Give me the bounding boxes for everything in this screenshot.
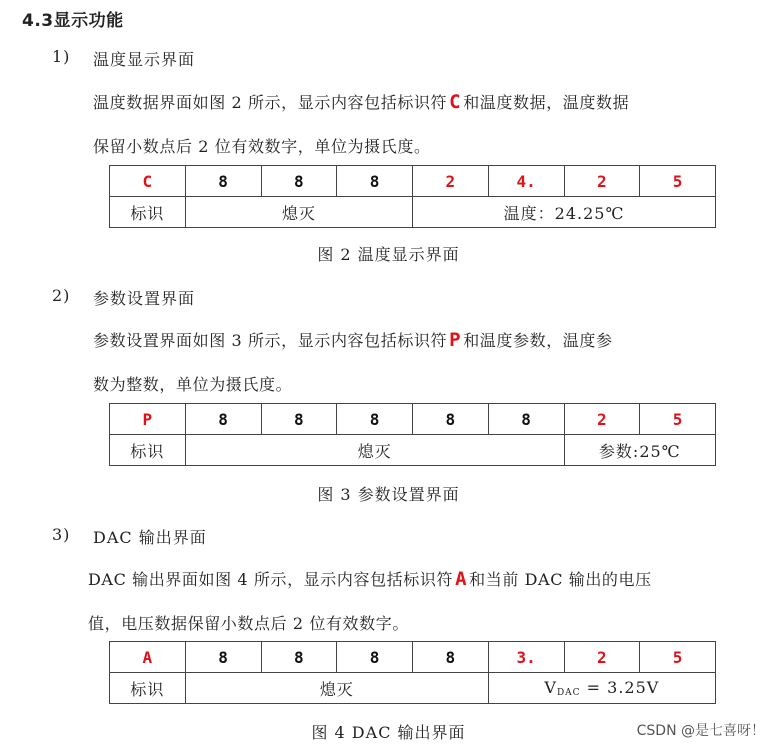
digit-5: 2 — [413, 166, 489, 197]
segment-row — [110, 166, 716, 197]
digit-4: 8 — [337, 166, 413, 197]
figure-caption-3: 图 3 参数设置界面 — [317, 485, 460, 504]
digit-5: 8 — [413, 642, 489, 673]
digit-2: 8 — [185, 166, 261, 197]
subsection-title-3: DAC 输出界面 — [93, 528, 207, 547]
digit-7: 2 — [564, 404, 640, 435]
subsection-title-1: 温度显示界面 — [93, 50, 196, 69]
item-number-3: 3) — [52, 525, 71, 544]
paragraph-2-line-1: 参数设置界面如图 3 所示，显示内容包括标识符 P 和温度参数，温度参 — [93, 329, 613, 351]
paragraph-2 — [93, 318, 743, 407]
digit-2: 8 — [185, 642, 261, 673]
label-value: 温度：24.25℃ — [413, 197, 716, 228]
paragraph-1-line-2: 保留小数点后 2 位有效数字，单位为摄氏度。 — [93, 137, 431, 156]
symbol-c: C — [449, 91, 462, 113]
digit-8: 5 — [640, 166, 716, 197]
digit-4: 8 — [337, 404, 413, 435]
figure-caption-2: 图 2 温度显示界面 — [317, 245, 460, 264]
symbol-p: P — [449, 329, 462, 351]
label-off: 熄灭 — [185, 197, 412, 228]
digit-7: 2 — [564, 166, 640, 197]
figure-caption-4: 图 4 DAC 输出界面 — [311, 723, 466, 742]
label-row — [110, 673, 716, 704]
paragraph-3-line-1: DAC 输出界面如图 4 所示，显示内容包括标识符 A 和当前 DAC 输出的电压 — [88, 568, 652, 590]
digit-7: 2 — [564, 642, 640, 673]
display-table-parameter — [109, 403, 716, 466]
label-value: VDAC = 3.25V — [488, 673, 715, 704]
digit-6: 8 — [488, 404, 564, 435]
section-heading: 4.3显示功能 — [22, 11, 124, 31]
paragraph-1 — [93, 80, 743, 169]
digit-3: 8 — [261, 166, 337, 197]
item-number-1: 1) — [52, 47, 71, 66]
label-row — [110, 197, 716, 228]
digit-5: 8 — [413, 404, 489, 435]
label-off: 熄灭 — [185, 673, 488, 704]
digit-3: 8 — [261, 642, 337, 673]
paragraph-2-line-2: 数为整数，单位为摄氏度。 — [93, 375, 293, 394]
label-row — [110, 435, 716, 466]
segment-row — [110, 642, 716, 673]
label-value: 参数:25℃ — [564, 435, 716, 466]
item-number-2: 2) — [52, 286, 71, 305]
digit-8: 5 — [640, 642, 716, 673]
paragraph-3-line-2: 值，电压数据保留小数点后 2 位有效数字。 — [88, 614, 409, 633]
digit-3: 8 — [261, 404, 337, 435]
digit-4: 8 — [337, 642, 413, 673]
display-table-dac — [109, 641, 716, 704]
digit-2: 8 — [185, 404, 261, 435]
symbol-a: A — [455, 568, 468, 590]
digit-1: C — [110, 166, 186, 197]
label-id: 标识 — [110, 435, 186, 466]
digit-6: 4. — [488, 166, 564, 197]
display-table-temperature — [109, 165, 716, 228]
subsection-title-2: 参数设置界面 — [93, 289, 196, 308]
digit-1: P — [110, 404, 186, 435]
digit-8: 5 — [640, 404, 716, 435]
watermark: CSDN @是七喜呀！ — [635, 720, 767, 740]
paragraph-1-line-1: 温度数据界面如图 2 所示，显示内容包括标识符 C 和温度数据，温度数据 — [93, 91, 630, 113]
label-id: 标识 — [110, 197, 186, 228]
digit-1: A — [110, 642, 186, 673]
label-id: 标识 — [110, 673, 186, 704]
label-off: 熄灭 — [185, 435, 564, 466]
digit-6: 3. — [488, 642, 564, 673]
segment-row — [110, 404, 716, 435]
paragraph-3 — [88, 557, 738, 646]
